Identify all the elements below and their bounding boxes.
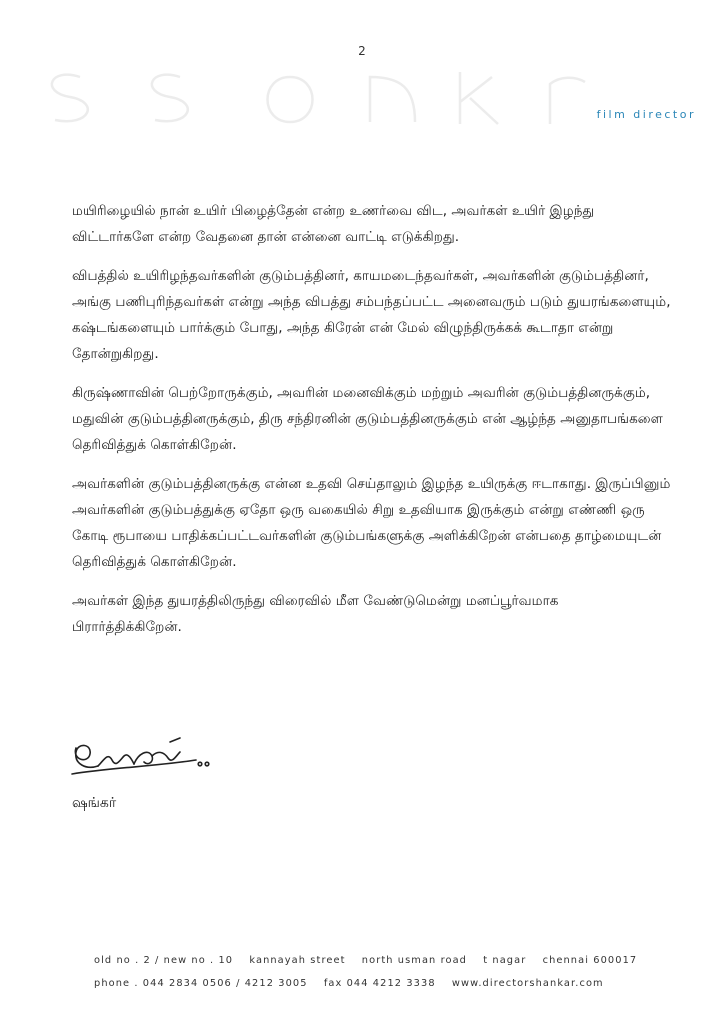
paragraph: கிருஷ்ணாவின் பெற்றோருக்கும், அவரின் மனைவிக்கும் மற்றும் அவரின் குடும்பத்தினருக்கும், மதுவின் குடும்பத்தினருக்கும், திரு சந்திரனின் குடும்பத்தினருக்கும் என் ஆழ்ந்த அனுதாபங்களை தெரிவித்துக் கொள்கிறேன்.	[72, 385, 663, 453]
paragraph: விபத்தில் உயிரிழந்தவர்களின் குடும்பத்தினர், காயமடைந்தவர்கள், அவர்களின் குடும்பத்தினர், அங்கு பணிபுரிந்தவர்கள் என்று அந்த விபத்து சம்பந்தப்பட்ட அனைவரும் படும் துயரங்களையும், கஷ்டங்களையும் பார்க்கும் போது, அந்த கிரேன் என் மேல் விழுந்திருக்கக் கூடாதா என்று தோன்றுகிறது.	[72, 268, 671, 362]
footer-street: kannayah street	[249, 955, 346, 966]
handwritten-signature	[68, 730, 228, 800]
footer-phone: phone . 044 2834 0506 / 4212 3005	[94, 978, 308, 989]
paragraph: மயிரிழையில் நான் உயிர் பிழைத்தேன் என்ற உணர்வை விட, அவர்கள் உயிர் இழந்து விட்டார்களே என்ற வேதனை தான் என்னை வாட்டி எடுக்கிறது.	[72, 203, 595, 245]
letterhead-title: film director	[596, 108, 696, 121]
paragraph: அவர்களின் குடும்பத்தினருக்கு என்ன உதவி செய்தாலும் இழந்த உயிருக்கு ஈடாகாது. இருப்பினும் அவர்களின் குடும்பத்துக்கு ஏதோ ஒரு வகையில் சிறு உதவியாக இருக்கும் என்று எண்ணி ஒரு கோடி ரூபாயை பாதிக்கப்பட்டவர்களின் குடும்பங்களுக்கு அளிக்கிறேன் என்பதை தாழ்மையுடன் தெரிவித்துக் கொள்கிறேன்.	[72, 476, 671, 570]
footer-contact	[94, 978, 654, 989]
footer-address	[94, 955, 654, 966]
shankar-watermark-logo	[30, 62, 590, 132]
page-number: 2	[358, 44, 366, 58]
footer-area: t nagar	[483, 955, 527, 966]
footer-city: chennai 600017	[542, 955, 638, 966]
signer-name: ஷங்கர்	[72, 795, 117, 811]
paragraph: அவர்கள் இந்த துயரத்திலிருந்து விரைவில் மீள வேண்டுமென்று மனப்பூர்வமாக பிரார்த்திக்கிறேன்.	[72, 593, 559, 635]
footer-website-link[interactable]: www.directorshankar.com	[451, 978, 604, 989]
letter-body	[72, 198, 672, 653]
footer-house-number: old no . 2 / new no . 10	[94, 955, 234, 966]
footer-fax: fax 044 4212 3338	[323, 978, 436, 989]
footer-road: north usman road	[361, 955, 468, 966]
